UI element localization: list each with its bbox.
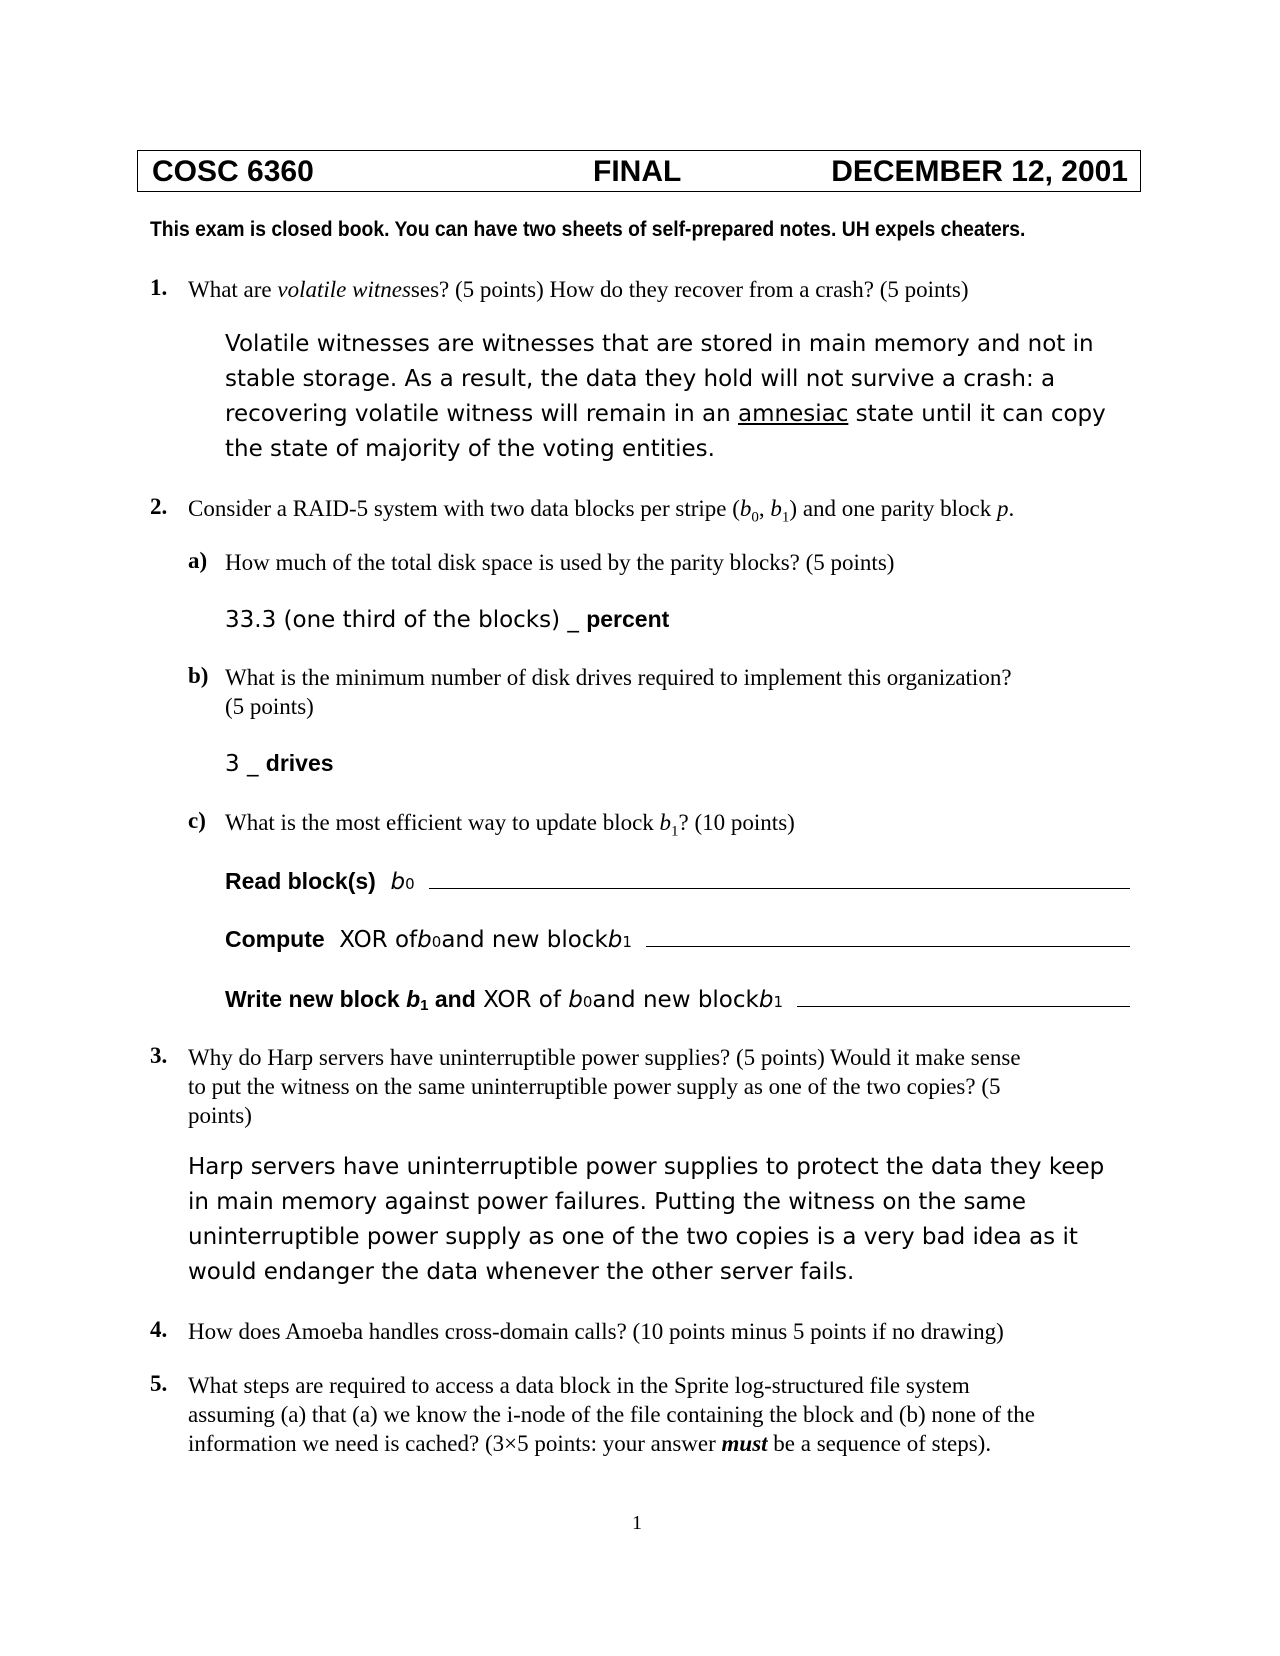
question-5-text: What steps are required to access a data block in the Sprite log-structured file system assuming (a) that (a) we know the i-node of the file containing the block and (b) none of the information we need is cached? (3×5 points: your answer must be a sequence of steps). — [188, 1373, 1035, 1456]
exam-type: FINAL — [593, 155, 682, 188]
question-1-number: 1. — [150, 275, 168, 300]
question-5-number: 5. — [150, 1371, 168, 1396]
question-4-text: How does Amoeba handles cross-domain calls? (10 points minus 5 points if no drawing) — [188, 1319, 1004, 1344]
answer-blank-line — [797, 984, 1130, 1007]
answer-blank-line — [646, 924, 1130, 947]
question-2b-text: What is the minimum number of disk drives required to implement this organization? (5 points) — [225, 665, 1012, 719]
question-3-text: Why do Harp servers have uninterruptible power supplies? (5 points) Would it make sense to put the witness on the same uninterruptible power supply as one of the two copies? (5 points) — [188, 1045, 1021, 1128]
question-2-text: Consider a RAID-5 system with two data blocks per stripe ($b_0$, $b_1$) and one parity block p. — [188, 496, 1015, 526]
exam-header — [137, 150, 1141, 192]
question-3-answer: Harp servers have uninterruptible power supplies to protect the data they keep in main memory against power failures. Putting the witness on the same uninterruptible power supply as one of the two copies is a very bad idea as it would endanger the data whenever the other server fails. — [188, 1154, 1105, 1285]
update-step-read: Read block(s) b 0 — [225, 864, 1130, 902]
exam-date: DECEMBER 12, 2001 — [831, 155, 1128, 188]
update-step-compute: Compute XOR of b 0 and new block b 1 — [225, 922, 1130, 960]
answer-blank-line — [429, 866, 1130, 889]
page-number: 1 — [632, 1512, 642, 1534]
question-1-text: What are volatile witnesses? (5 points) How do they recover from a crash? (5 points) — [188, 277, 969, 302]
exam-instructions: This exam is closed book. You can have two sheets of self-prepared notes. UH expels cheaters. — [150, 218, 1026, 241]
question-2a-answer: 33.3 (one third of the blocks) _ percent — [225, 606, 670, 633]
question-2-number: 2. — [150, 494, 168, 519]
question-3-number: 3. — [150, 1043, 168, 1068]
question-2a-text: How much of the total disk space is used by the parity blocks? (5 points) — [225, 550, 895, 575]
question-2a-label: a) — [188, 548, 208, 573]
question-2b-answer: 3 _ drives — [225, 750, 334, 777]
question-2c-text: What is the most efficient way to update block $b_1$? (10 points) — [225, 810, 795, 840]
update-step-write: Write new block b1 and XOR of b 0 and new block b 1 — [225, 982, 1130, 1023]
question-2c-label: c) — [188, 808, 206, 833]
course-code: COSC 6360 — [152, 155, 314, 188]
question-2b-label: b) — [188, 663, 209, 688]
question-1-answer: Volatile witnesses are witnesses that are stored in main memory and not in stable storage. As a result, the data they hold will not survive a crash: a recovering volatile witness will remain in an amnesiac state until it can copy the state of majority of the voting entities. — [225, 331, 1106, 462]
question-4-number: 4. — [150, 1317, 168, 1342]
